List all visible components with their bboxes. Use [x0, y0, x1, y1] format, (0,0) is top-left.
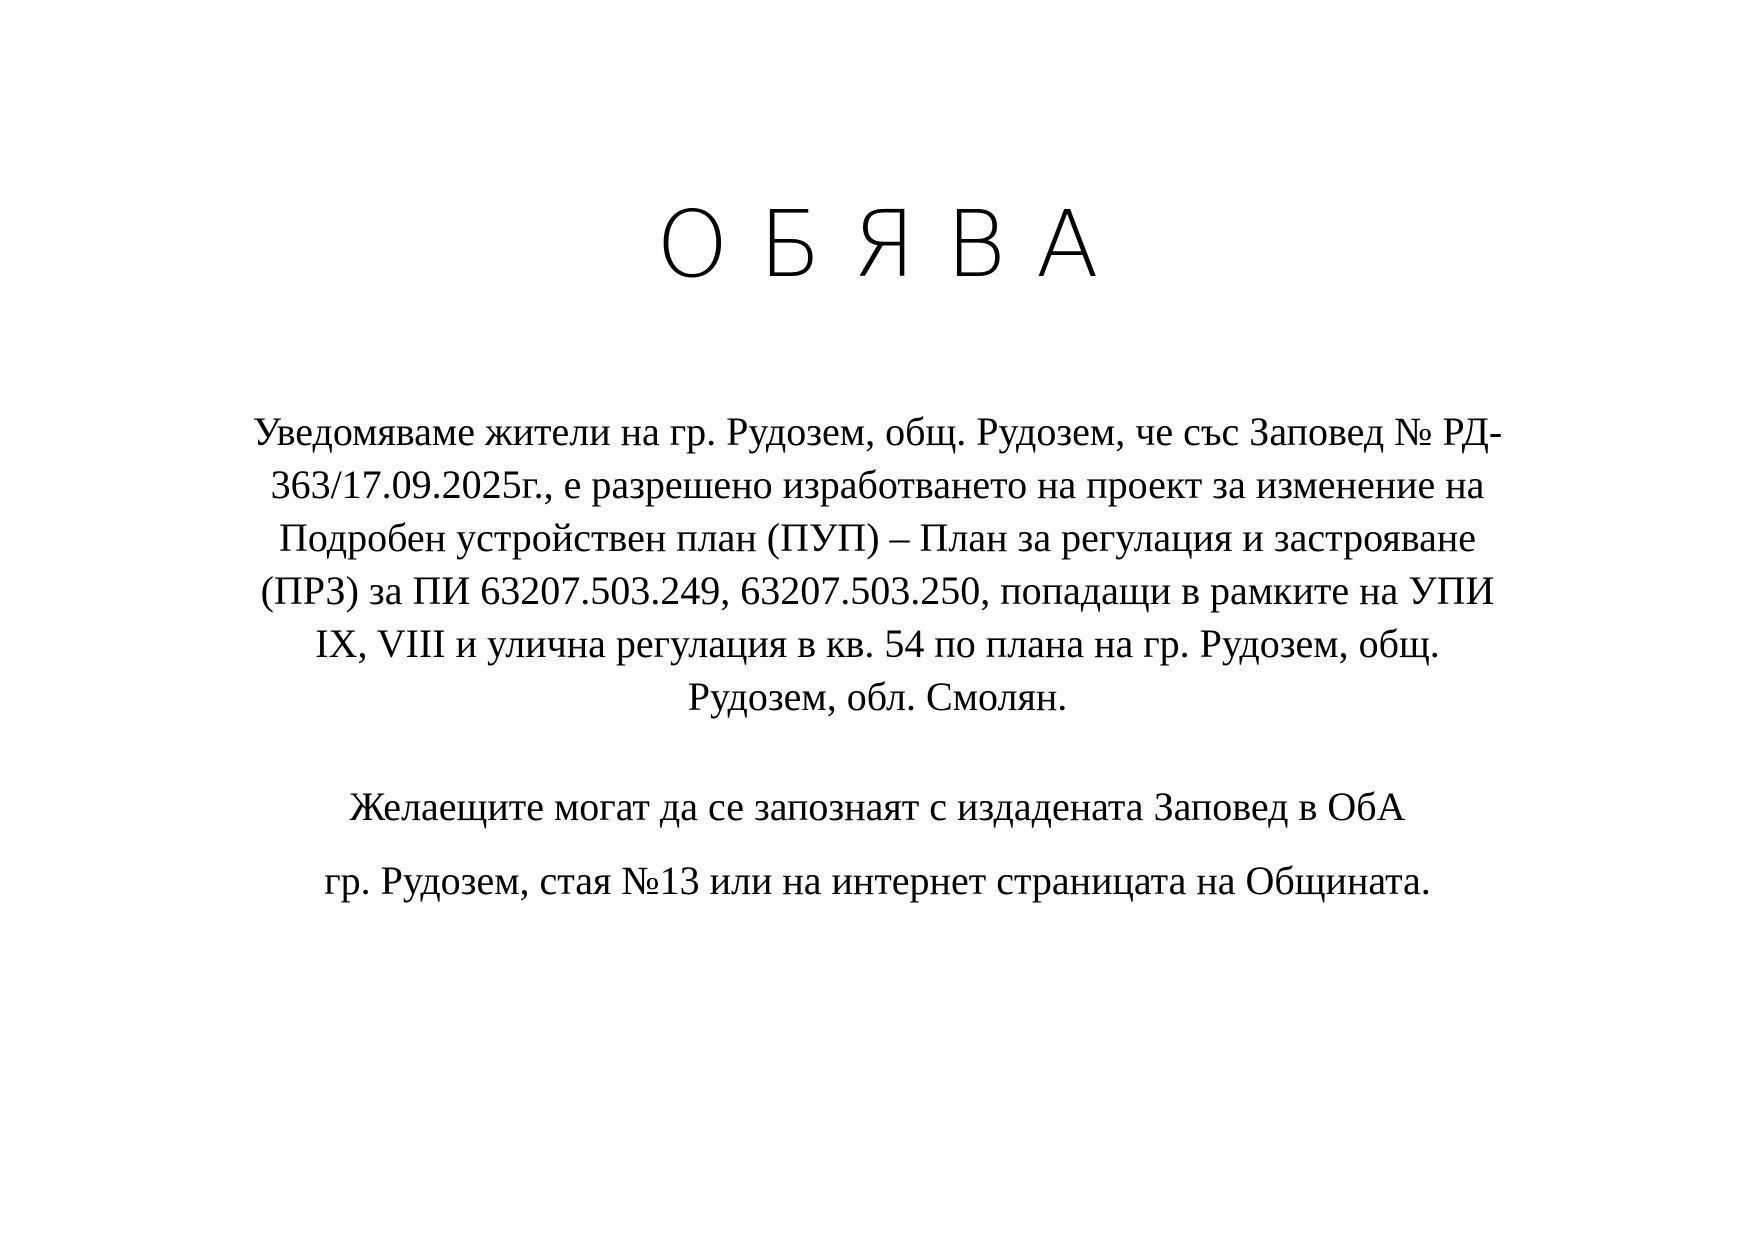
body-line: Рудозем, обл. Смолян.	[687, 674, 1068, 719]
body-line: IX, VIII и улична регулация в кв. 54 по плана на гр. Рудозем, общ.	[315, 621, 1440, 666]
note-line: Желаещите могат да се запознаят с издадената Заповед в ОбА	[349, 784, 1406, 829]
body-line: Подробен устройствен план (ПУП) – План за регулация и застрояване	[279, 515, 1476, 560]
body-line: 363/17.09.2025г., е разрешено изработването на проект за изменение на	[270, 462, 1485, 507]
body-line: Уведомяваме жители на гр. Рудозем, общ. Рудозем, че със Заповед № РД-	[252, 409, 1503, 454]
body-line: (ПРЗ) за ПИ 63207.503.249, 63207.503.250, попадащи в рамките на УПИ	[260, 568, 1495, 613]
note-line: гр. Рудозем, стая №13 или на интернет страницата на Общината.	[324, 858, 1431, 903]
notice-body	[140, 405, 1615, 723]
notice-title: ОБЯВА	[656, 191, 1129, 298]
